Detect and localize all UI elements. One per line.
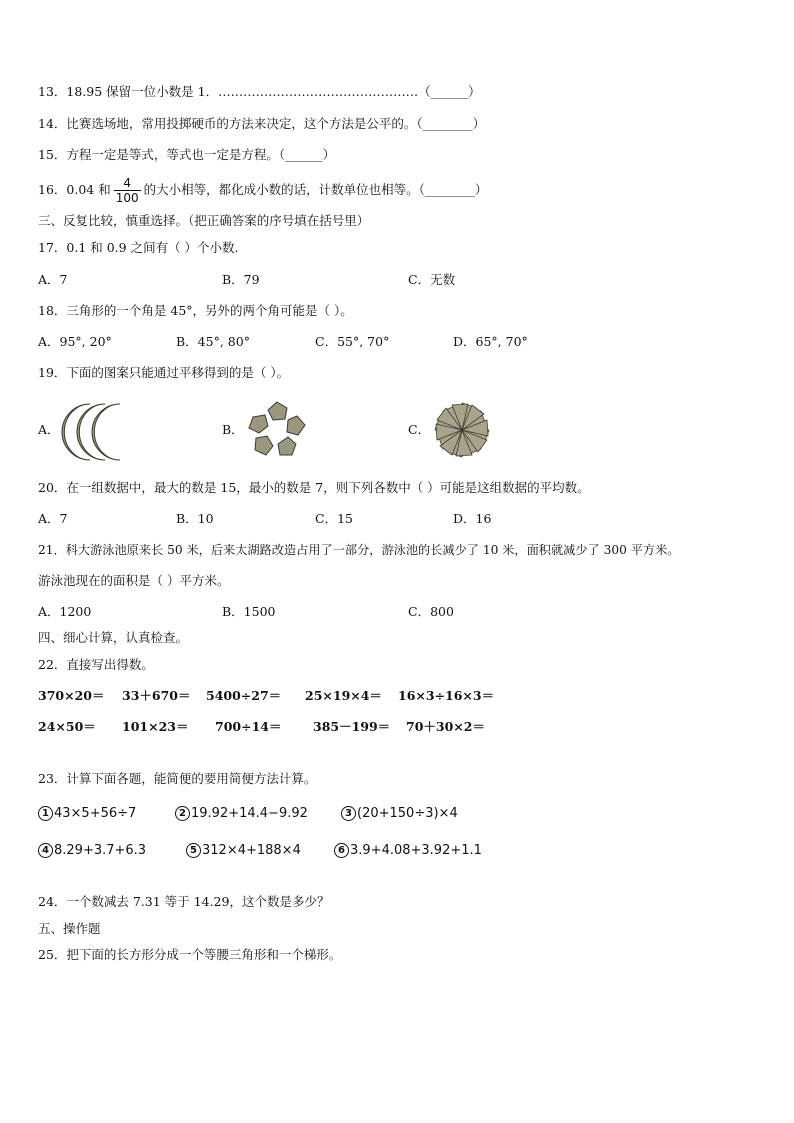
circled-number: 5 <box>186 843 201 858</box>
expression-2 <box>175 805 308 823</box>
expression-3 <box>341 805 458 823</box>
circled-number: 2 <box>175 806 190 821</box>
q20-option-a[interactable]: A．7 <box>38 511 68 526</box>
expression-text: (20+150÷3)×4 <box>357 806 458 821</box>
q19-option-b[interactable]: B． <box>222 422 244 437</box>
question-15: 15．方程一定是等式，等式也一定是方程。（______） <box>38 147 336 162</box>
crescent-moons-figure <box>60 400 132 464</box>
expression-6 <box>334 842 482 860</box>
calc-item: 385－199＝ <box>313 719 391 734</box>
question-22: 22．直接写出得数。 <box>38 657 154 672</box>
question-16-suffix: 的大小相等，都化成小数的话，计数单位也相等。（________） <box>143 182 488 197</box>
circled-number: 4 <box>38 843 53 858</box>
q17-option-c[interactable]: C．无数 <box>408 272 456 287</box>
calc-item: 370×20＝ <box>38 688 105 703</box>
calc-item: 33＋670＝ <box>122 688 191 703</box>
question-16-prefix: 16．0.04 和 <box>38 182 111 197</box>
question-14: 14．比赛选场地，常用投掷硬币的方法来决定，这个方法是公平的。（________） <box>38 116 486 131</box>
calc-item: 24×50＝ <box>38 719 96 734</box>
q18-option-a[interactable]: A．95°, 20° <box>38 334 112 349</box>
q20-option-c[interactable]: C．15 <box>315 511 353 526</box>
q17-option-b[interactable]: B．79 <box>222 272 260 287</box>
question-23: 23．计算下面各题，能简便的要用简便方法计算。 <box>38 771 317 786</box>
q18-option-c[interactable]: C．55°, 70° <box>315 334 390 349</box>
circled-number: 1 <box>38 806 53 821</box>
question-20: 20．在一组数据中，最大的数是 15，最小的数是 7，则下列各数中（ ）可能是这组数据的平均数。 <box>38 480 590 495</box>
fraction-denominator: 100 <box>115 190 139 205</box>
fraction-numerator: 4 <box>114 176 141 191</box>
question-21-line-2: 游泳池现在的面积是（ ）平方米。 <box>38 573 230 588</box>
section-5-heading: 五、操作题 <box>38 921 101 936</box>
calc-item: 25×19×4＝ <box>305 688 382 703</box>
expression-text: 8.29+3.7+6.3 <box>54 843 147 858</box>
q18-option-b[interactable]: B．45°, 80° <box>176 334 250 349</box>
expression-text: 43×5+56÷7 <box>54 806 137 821</box>
calc-item: 5400÷27＝ <box>206 688 282 703</box>
q20-option-d[interactable]: D．16 <box>453 511 492 526</box>
q21-option-b[interactable]: B．1500 <box>222 604 276 619</box>
calc-item: 101×23＝ <box>122 719 189 734</box>
expression-4 <box>38 842 146 860</box>
q18-option-d[interactable]: D．65°, 70° <box>453 334 528 349</box>
expression-text: 312×4+188×4 <box>202 843 301 858</box>
expression-1 <box>38 805 136 823</box>
question-19: 19．下面的图案只能通过平移得到的是（ ）。 <box>38 365 290 380</box>
fraction <box>114 176 141 205</box>
section-4-heading: 四、细心计算，认真检查。 <box>38 630 189 645</box>
q21-option-c[interactable]: C．800 <box>408 604 454 619</box>
expression-5 <box>186 842 301 860</box>
pentagon-ring-figure <box>246 400 308 460</box>
q20-option-b[interactable]: B．10 <box>176 511 214 526</box>
question-17: 17．0.1 和 0.9 之间有（ ）个小数. <box>38 240 239 255</box>
circled-number: 6 <box>334 843 349 858</box>
question-21-line-1: 21．科大游泳池原来长 50 米，后来太湖路改造占用了一部分，游泳池的长减少了 10 米，面积就减少了 300 平方米。 <box>38 543 680 557</box>
q21-option-a[interactable]: A．1200 <box>38 604 92 619</box>
calc-item: 70＋30×2＝ <box>406 719 485 734</box>
expression-text: 19.92+14.4−9.92 <box>191 806 308 821</box>
q17-option-a[interactable]: A．7 <box>38 272 68 287</box>
question-24: 24．一个数减去 7.31 等于 14.29，这个数是多少？ <box>38 894 330 909</box>
q19-option-c[interactable]: C． <box>408 422 431 437</box>
section-3-heading: 三、反复比较，慎重选择。（把正确答案的序号填在括号里） <box>38 213 370 228</box>
circled-number: 3 <box>341 806 356 821</box>
pinwheel-figure <box>432 400 492 460</box>
calc-item: 700÷14＝ <box>215 719 282 734</box>
calc-item: 16×3÷16×3＝ <box>398 688 495 703</box>
question-16 <box>38 175 487 205</box>
q19-option-a[interactable]: A． <box>38 422 60 437</box>
question-25: 25．把下面的长方形分成一个等腰三角形和一个梯形。 <box>38 947 342 962</box>
question-18: 18．三角形的一个角是 45°，另外的两个角可能是（ ）。 <box>38 303 353 318</box>
question-13: 13．18.95 保留一位小数是 1．…………………………………………（______） <box>38 84 481 99</box>
expression-text: 3.9+4.08+3.92+1.1 <box>350 843 482 858</box>
